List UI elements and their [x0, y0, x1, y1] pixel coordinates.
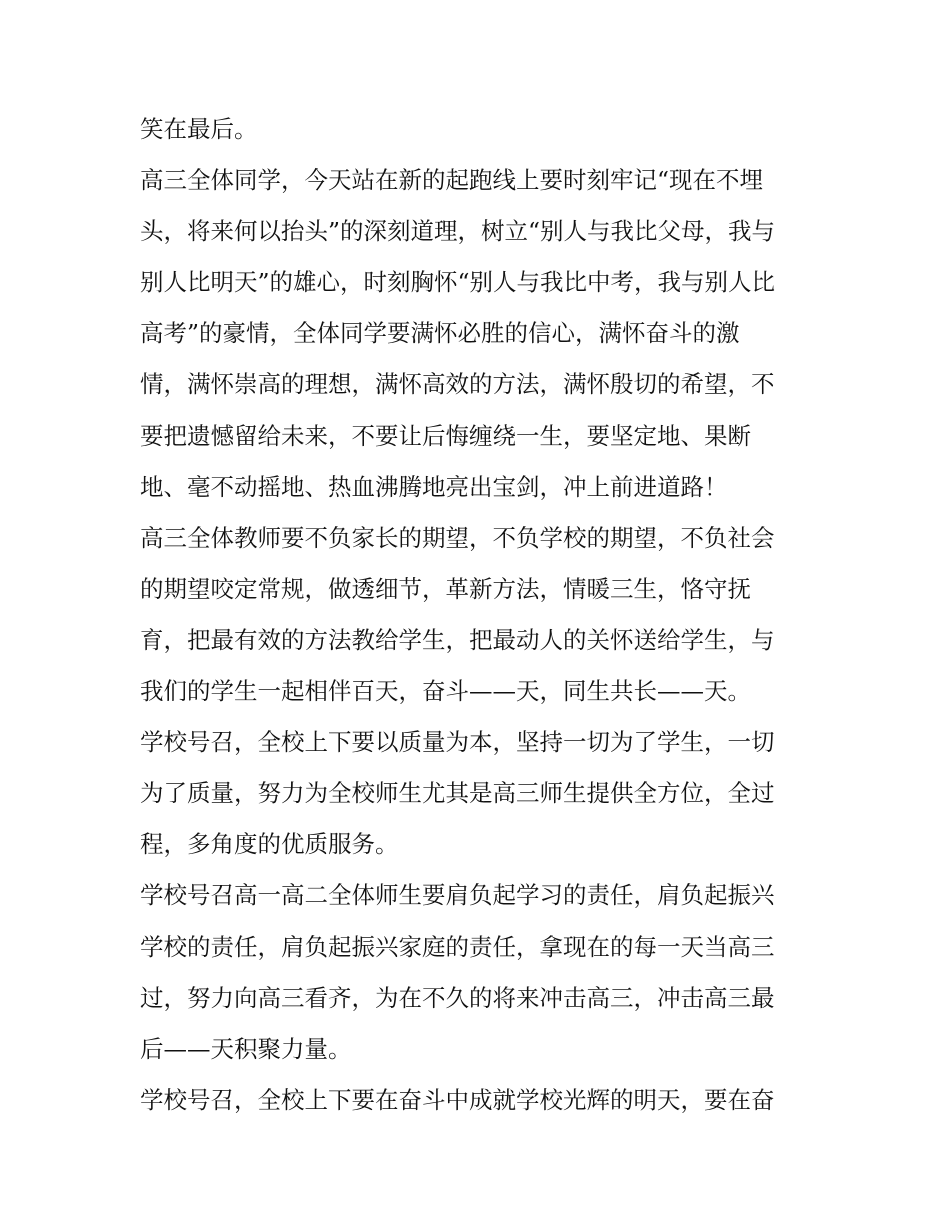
text-line: 育，把最有效的方法教给学生，把最动人的关怀送给学生，与 [140, 625, 775, 654]
text-line: 程，多角度的优质服务。 [140, 830, 399, 859]
text-line: 别人比明天”的雄心，时刻胸怀“别人与我比中考，我与别人比 [140, 268, 776, 297]
text-line: 笑在最后。 [140, 115, 258, 143]
text-line: 高考”的豪情，全体同学要满怀必胜的信心，满怀奋斗的激 [140, 319, 740, 348]
text-line: 头，将来何以抬头”的深刻道理，树立“别人与我比父母，我与 [140, 217, 776, 246]
text-line: 地、毫不动摇地、热血沸腾地亮出宝剑，冲上前进道路！ [140, 472, 728, 501]
text-line: 学校号召高一高二全体师生要肩负起学习的责任，肩负起振兴 [140, 881, 775, 910]
text-line: 我们的学生一起相伴百天，奋斗——天，同生共长——天。 [140, 677, 751, 706]
text-line: 学校的责任，肩负起振兴家庭的责任，拿现在的每一天当高三 [140, 932, 775, 961]
text-line: 后——天积聚力量。 [140, 1034, 352, 1063]
text-line: 过，努力向高三看齐，为在不久的将来冲击高三，冲击高三最 [140, 983, 775, 1012]
body-text [140, 104, 820, 1126]
text-line: 的期望咬定常规，做透细节，革新方法，情暖三生，恪守抚 [140, 574, 751, 603]
text-line: 要把遗憾留给未来，不要让后悔缠绕一生，要坚定地、果断 [140, 421, 751, 450]
text-line: 高三全体教师要不负家长的期望，不负学校的期望，不负社会 [140, 523, 775, 552]
text-line: 情，满怀崇高的理想，满怀高效的方法，满怀殷切的希望，不 [140, 370, 775, 399]
text-line: 高三全体同学，今天站在新的起跑线上要时刻牢记“现在不埋 [140, 166, 764, 195]
text-line: 为了质量，努力为全校师生尤其是高三师生提供全方位，全过 [140, 779, 775, 808]
text-line: 学校号召，全校上下要以质量为本，坚持一切为了学生，一切 [140, 728, 775, 757]
text-line: 学校号召，全校上下要在奋斗中成就学校光辉的明天，要在奋 [140, 1085, 775, 1114]
